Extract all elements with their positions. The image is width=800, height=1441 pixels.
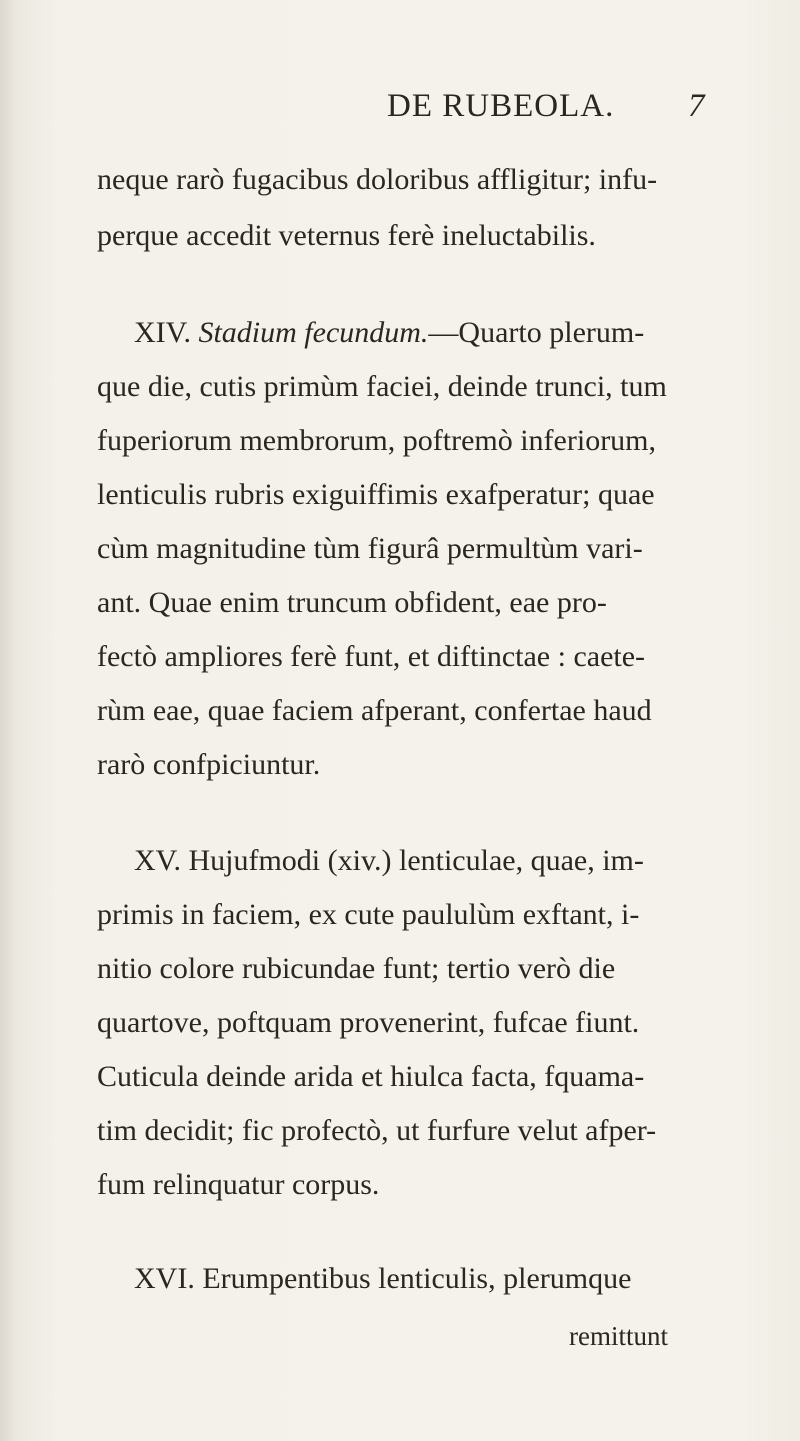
text-line: Cuticula deinde arida et hiulca facta, fquama-	[97, 1060, 645, 1093]
section-heading: Stadium fecundum.	[198, 316, 429, 349]
text-line: fectò ampliores ferè funt, et diftinctae : caete-	[97, 640, 646, 673]
text-line: tim decidit; fic profectò, ut furfure velut afper-	[97, 1114, 657, 1147]
text-line: primis in faciem, ex cute paululùm exftant, i-	[97, 898, 640, 931]
text-line: fum relinquatur corpus.	[97, 1168, 380, 1201]
text-line: quartove, poftquam provenerint, fufcae fiunt.	[97, 1006, 640, 1039]
page-number: 7	[688, 88, 705, 124]
text-fragment: —Quarto plerum-	[428, 316, 645, 349]
text-line: fuperiorum membrorum, poftremò inferiorum,	[97, 424, 657, 457]
text-line: XV. Hujufmodi (xiv.) lenticulae, quae, im-	[134, 844, 644, 877]
text-line: perque accedit veternus ferè ineluctabilis.	[97, 219, 596, 252]
section-heading-line	[134, 315, 644, 351]
text-line: rarò confpiciuntur.	[97, 748, 321, 781]
text-line: cùm magnitudine tùm figurâ permultùm vari-	[97, 532, 643, 565]
page-header	[0, 88, 800, 128]
text-line: lenticulis rubris exiguiffimis exafperatur; quae	[97, 478, 655, 511]
catchword: remittunt	[569, 1321, 668, 1351]
section-number: XIV.	[134, 316, 191, 349]
text-line: ant. Quae enim truncum obfident, eae pro-	[97, 586, 607, 619]
text-line: neque rarò fugacibus doloribus affligitur; infu-	[97, 163, 658, 196]
text-line: que die, cutis primùm faciei, deinde trunci, tum	[97, 370, 667, 403]
running-head: DE RUBEOLA.	[387, 88, 615, 124]
text-line: nitio colore rubicundae funt; tertio verò die	[97, 952, 616, 985]
text-line: XVI. Erumpentibus lenticulis, plerumque	[134, 1262, 632, 1295]
text-line: rùm eae, quae faciem afperant, confertae haud	[97, 694, 652, 727]
